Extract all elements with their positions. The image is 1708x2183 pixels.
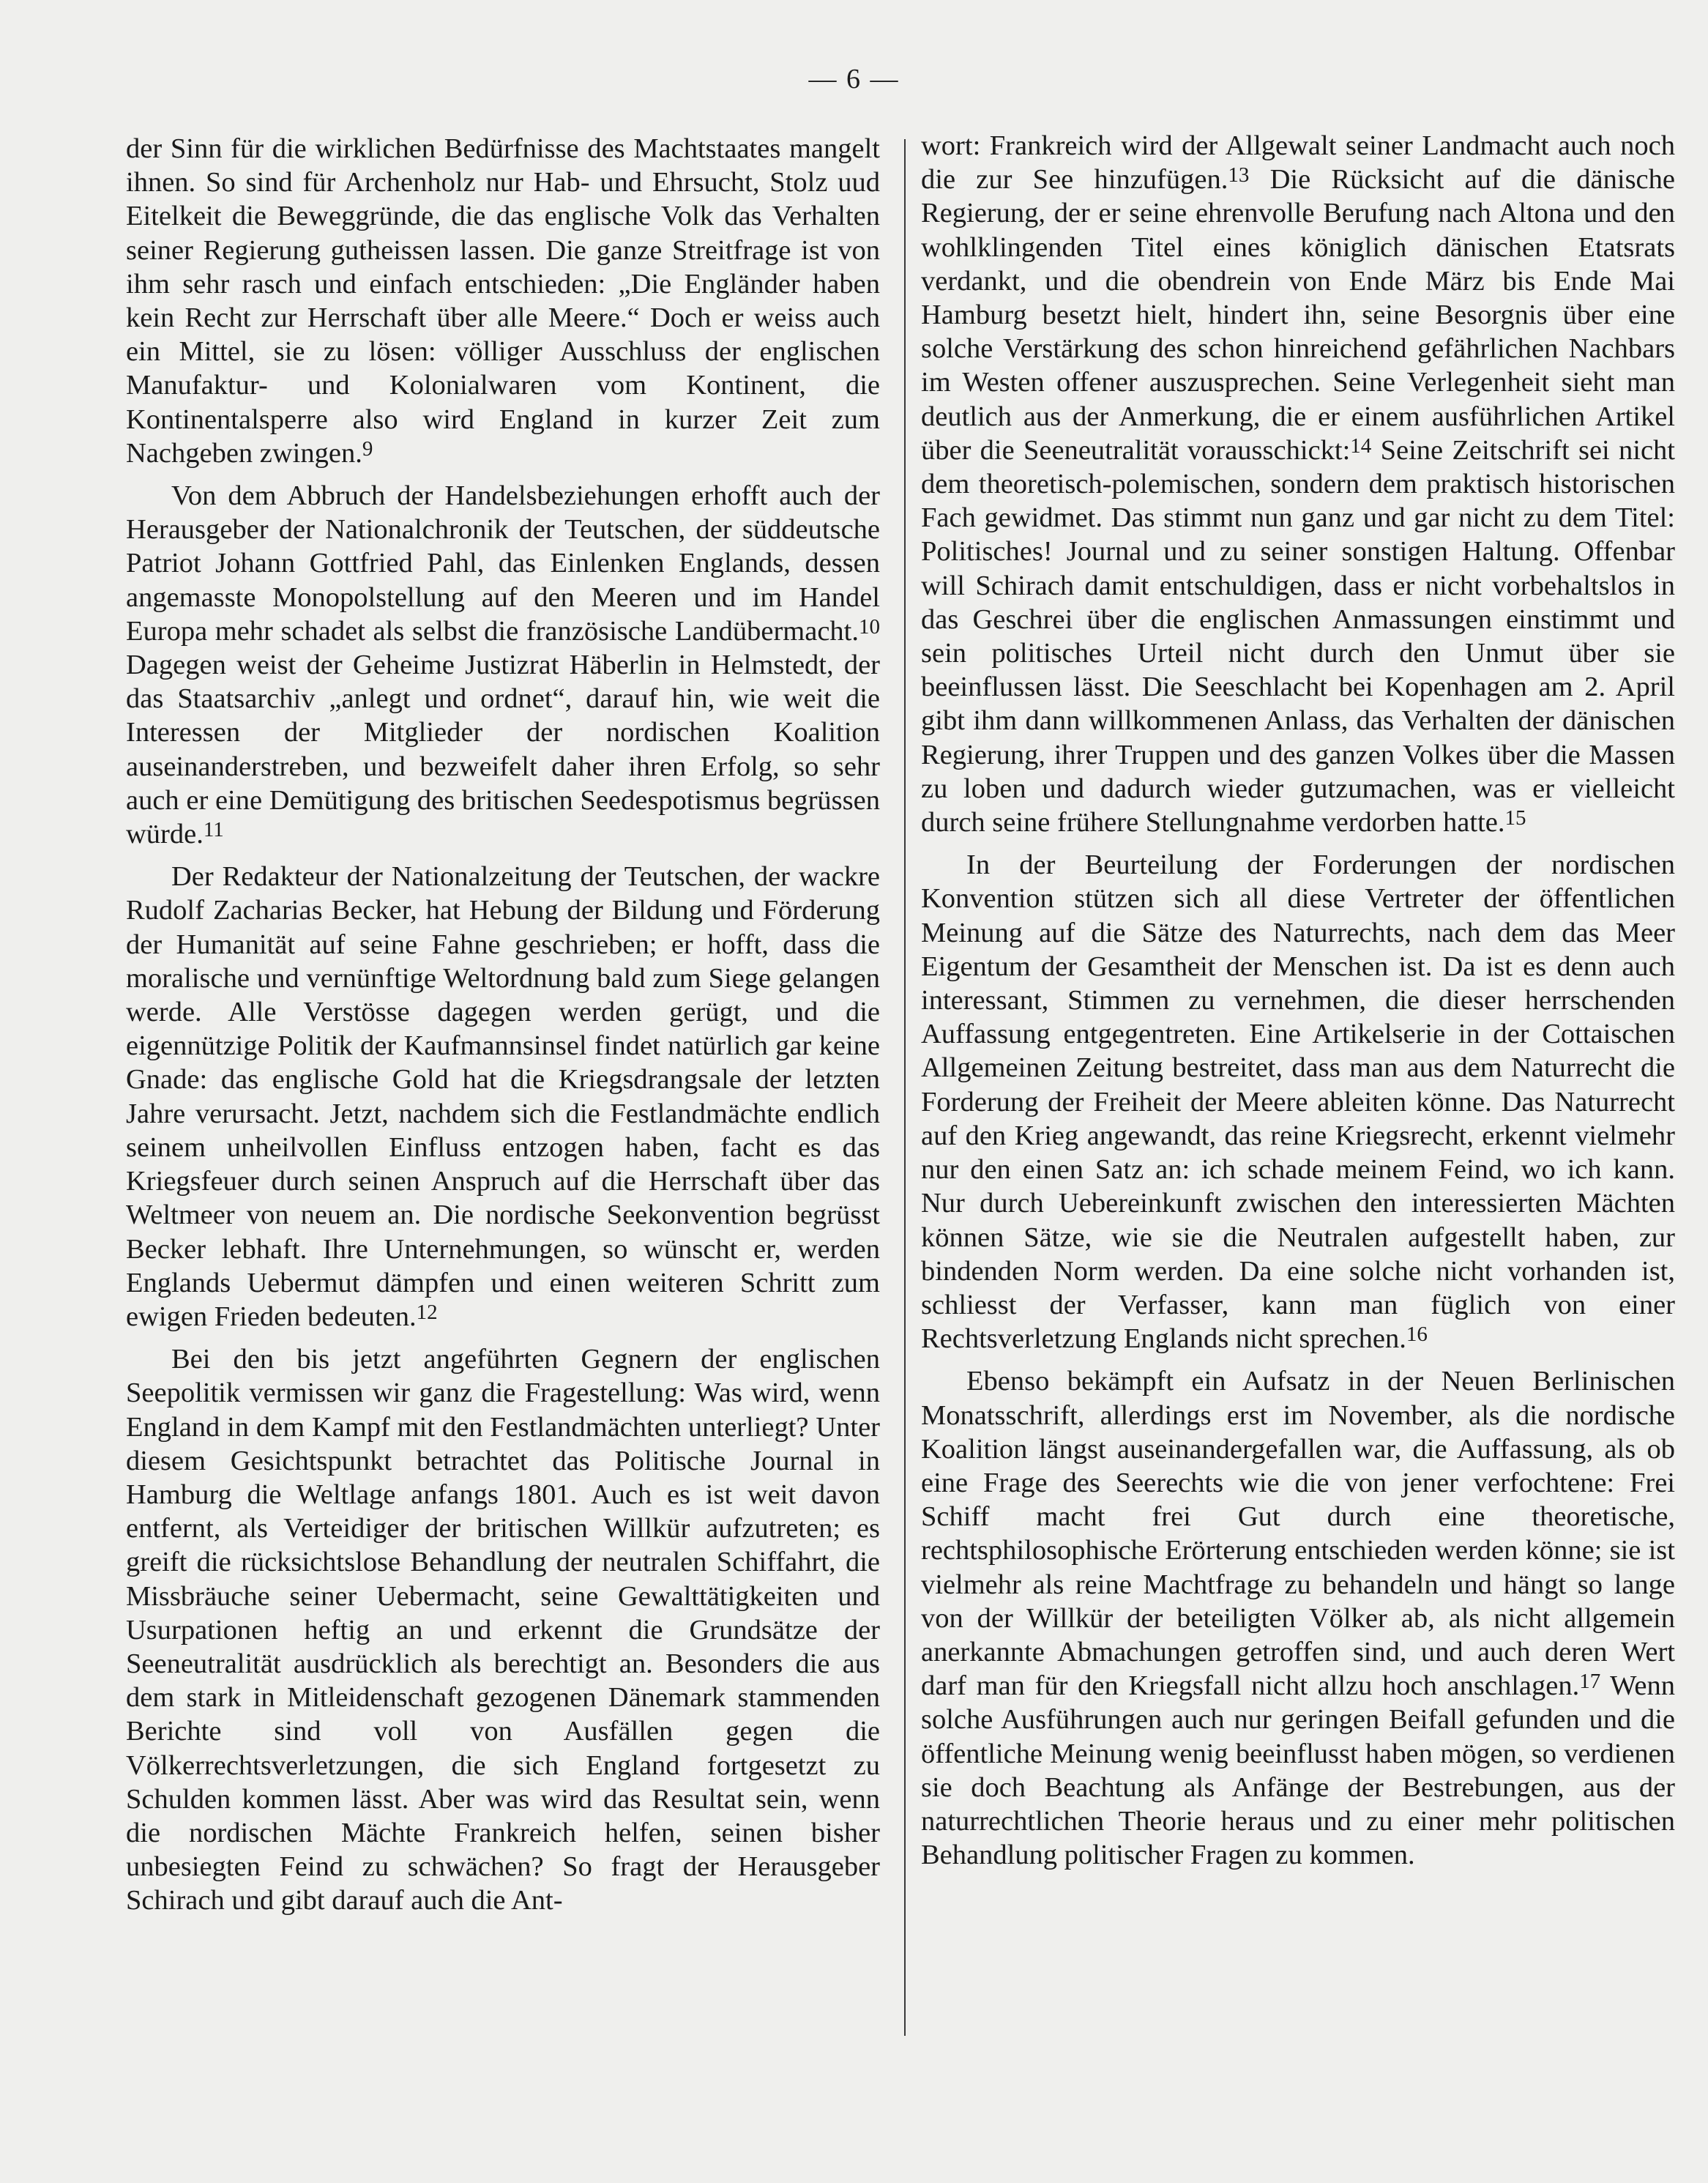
column-divider [904,139,906,2036]
paragraph: Von dem Abbruch der Handelsbeziehungen erhofft auch der Herausgeber der Nationalchronik der Teutschen, der süddeutsche Patriot Johann Gottfried Pahl, das Einlenken Englands, dessen angemasste Monopolstellung auf den Meeren und im Handel Europa mehr schadet als selbst die französische Landübermacht.$^{10}$ Dagegen weist der Geheime Justizrat Häberlin in Helmstedt, der das Staatsarchiv „anlegt und ordnet“, darauf hin, wie weit die Interessen der Mitglieder der nordischen Koalition auseinanderstreben, und bezweifelt daher ihren Erfolg, so sehr auch er eine Demütigung des britischen Seedespotismus begrüssen würde.$^{11}$ [126,480,880,850]
footnote-marker[interactable]: 14 [1350,434,1372,458]
paragraph: der Sinn für die wirklichen Bedürfnisse des Machtstaates mangelt ihnen. So sind für Archenholz nur Hab- und Ehrsucht, Stolz uud Eitelkeit die Beweggründe, die das englische Volk das Verhalten seiner Regierung gutheissen lassen. Die ganze Streitfrage ist von ihm sehr rasch und einfach entschieden: „Die Engländer haben kein Recht zur Herrschaft über alle Meere.“ Doch er weiss auch ein Mittel, sie zu lösen: völliger Ausschluss der englischen Manufaktur- und Kolonialwaren vom Kontinent, die Kontinentalsperre also wird England in kurzer Zeit zum Nachgeben zwingen.$^9$ [126,133,880,469]
footnote-marker[interactable]: 15 [1504,806,1526,830]
footnote-marker[interactable]: 12 [416,1300,438,1324]
right-column [921,129,1675,1881]
paragraph: wort: Frankreich wird der Allgewalt seiner Landmacht auch noch die zur See hinzufügen.$^{13}$ Die Rücksicht auf die dänische Regierung, der er seine ehrenvolle Berufung nach Altona und den wohlklingenden Titel eines königlich dänischen Etatsrats verdankt, und die obendrein von Ende März bis Ende Mai Hamburg besetzt hielt, hindert ihn, seine Besorgnis über eine solche Verstärkung des schon hinreichend gefährlichen Nachbars im Westen offener auszusprechen. Seine Verlegenheit sieht man deutlich aus der Anmerkung, die er einem ausführlichen Artikel über die Seeneutralität vorausschickt:$^{14}$ Seine Zeitschrift sei nicht dem theoretisch-polemischen, sondern dem praktisch historischen Fach gewidmet. Das stimmt nun ganz und gar nicht zu dem Titel: Politisches! Journal und zu seiner sonstigen Haltung. Offenbar will Schirach damit entschuldigen, dass er nicht vorbehaltslos in das Geschrei über die englischen Anmassungen einstimmt und sein politisches Urteil nicht durch den Unmut über sie beeinflussen lässt. Die Seeschlacht bei Kopenhagen am 2. April gibt ihm dann willkommenen Anlass, das Verhalten der dänischen Regierung, ihrer Truppen und des ganzen Volkes über die Massen zu loben und dadurch wieder gutzumachen, was er vielleicht durch seine frühere Stellungnahme verdorben hatte.$^{15}$ [921,130,1675,838]
footnote-marker[interactable]: 9 [362,436,373,461]
paragraph: Bei den bis jetzt angeführten Gegnern der englischen Seepolitik vermissen wir ganz die Fragestellung: Was wird, wenn England in dem Kampf mit den Festlandmächten unterliegt? Unter diesem Gesichtspunkt betrachtet das Politische Journal in Hamburg die Weltlage anfangs 1801. Auch es ist weit davon entfernt, als Verteidiger der britischen Willkür aufzutreten; es greift die rücksichtslose Behandlung der neutralen Schiffahrt, die Missbräuche seiner Uebermacht, seine Gewalttätigkeiten und Usurpationen heftig an und erkennt die Grundsätze der Seeneutralität ausdrücklich als berechtigt an. Besonders die aus dem stark in Mitleidenschaft gezogenen Dänemark stammenden Berichte sind voll von Ausfällen gegen die Völkerrechtsverletzungen, die sich England fortgesetzt zu Schulden kommen lässt. Aber was wird das Resultat sein, wenn die nordischen Mächte Frankreich helfen, seinen bisher unbesiegten Feind zu schwächen? So fragt der Herausgeber Schirach und gibt darauf auch die Ant- [126,1344,880,1916]
footnote-marker[interactable]: 16 [1406,1323,1428,1347]
footnote-marker[interactable]: 17 [1579,1670,1601,1694]
paragraph: Ebenso bekämpft ein Aufsatz in der Neuen Berlinischen Monatsschrift, allerdings erst im November, als die nordische Koalition längst auseinandergefallen war, die Auffassung, als ob eine Frage des Seerechts wie die von jener verfochtene: Frei Schiff macht frei Gut durch eine theoretische, rechtsphilosophische Erörterung entschieden werden könne; sie ist vielmehr als reine Machtfrage zu behandeln und hängt so lange von der Willkür der beteiligten Völker ab, als nicht allgemein anerkannte Abmachungen getroffen sind, und auch deren Wert darf man für den Kriegsfall nicht allzu hoch anschlagen.$^{17}$ Wenn solche Ausführungen auch nur geringen Beifall gefunden und die öffentliche Meinung wenig beeinflusst haben mögen, so verdienen sie doch Beachtung als Anfänge der Bestrebungen, aus der naturrechtlichen Theorie heraus und zu einer mehr politischen Behandlung politischer Fragen zu kommen. [921,1366,1676,1871]
paragraph: Der Redakteur der Nationalzeitung der Teutschen, der wackre Rudolf Zacharias Becker, hat Hebung der Bildung und Förderung der Humanität auf seine Fahne geschrieben; er hofft, dass die moralische und vernünftige Weltordnung bald zum Siege gelangen werde. Alle Verstösse dagegen werden gerügt, und die eigennützige Politik der Kaufmannsinsel findet natürlich gar keine Gnade: das englische Gold hat die Kriegsdrangsale der letzten Jahre verursacht. Jetzt, nachdem sich die Festlandmächte endlich seinem unheilvollen Einfluss entzogen haben, facht es das Kriegsfeuer durch seinen Anspruch auf die Herrschaft über das Weltmeer von neuem an. Die nordische Seekonvention begrüsst Becker lebhaft. Ihre Unternehmungen, so wünscht er, werden Englands Uebermut dämpfen und einen weiteren Schritt zum ewigen Frieden bedeuten.$^{12}$ [126,861,880,1332]
footnote-marker[interactable]: 11 [203,818,224,842]
left-column [126,132,880,1927]
footnote-marker[interactable]: 10 [859,614,880,639]
page-number: — 6 — [808,64,900,94]
footnote-marker[interactable]: 13 [1228,163,1250,187]
paragraph: In der Beurteilung der Forderungen der nordischen Konvention stützen sich all diese Vertreter der öffentlichen Meinung auf die Sätze des Naturrechts, nach dem das Meer Eigentum der Gesamtheit der Menschen ist. Da ist es denn auch interessant, Stimmen zu vernehmen, die dieser herrschenden Auffassung entgegentreten. Eine Artikelserie in der Cottaischen Allgemeinen Zeitung bestreitet, dass man aus dem Naturrecht die Forderung der Freiheit der Meere ableiten könne. Das Naturrecht auf den Krieg angewandt, das reine Kriegsrecht, erkennt vielmehr nur den einen Satz an: ich schade meinem Feind, wo ich kann. Nur durch Uebereinkunft zwischen den interessierten Mächten können Sätze, wie sie die Neutralen aufgestellt haben, zur bindenden Norm werden. Da eine solche nicht vorhanden ist, schliesst der Verfasser, kann man füglich von einer Rechtsverletzung Englands nicht sprechen.$^{16}$ [921,849,1675,1355]
